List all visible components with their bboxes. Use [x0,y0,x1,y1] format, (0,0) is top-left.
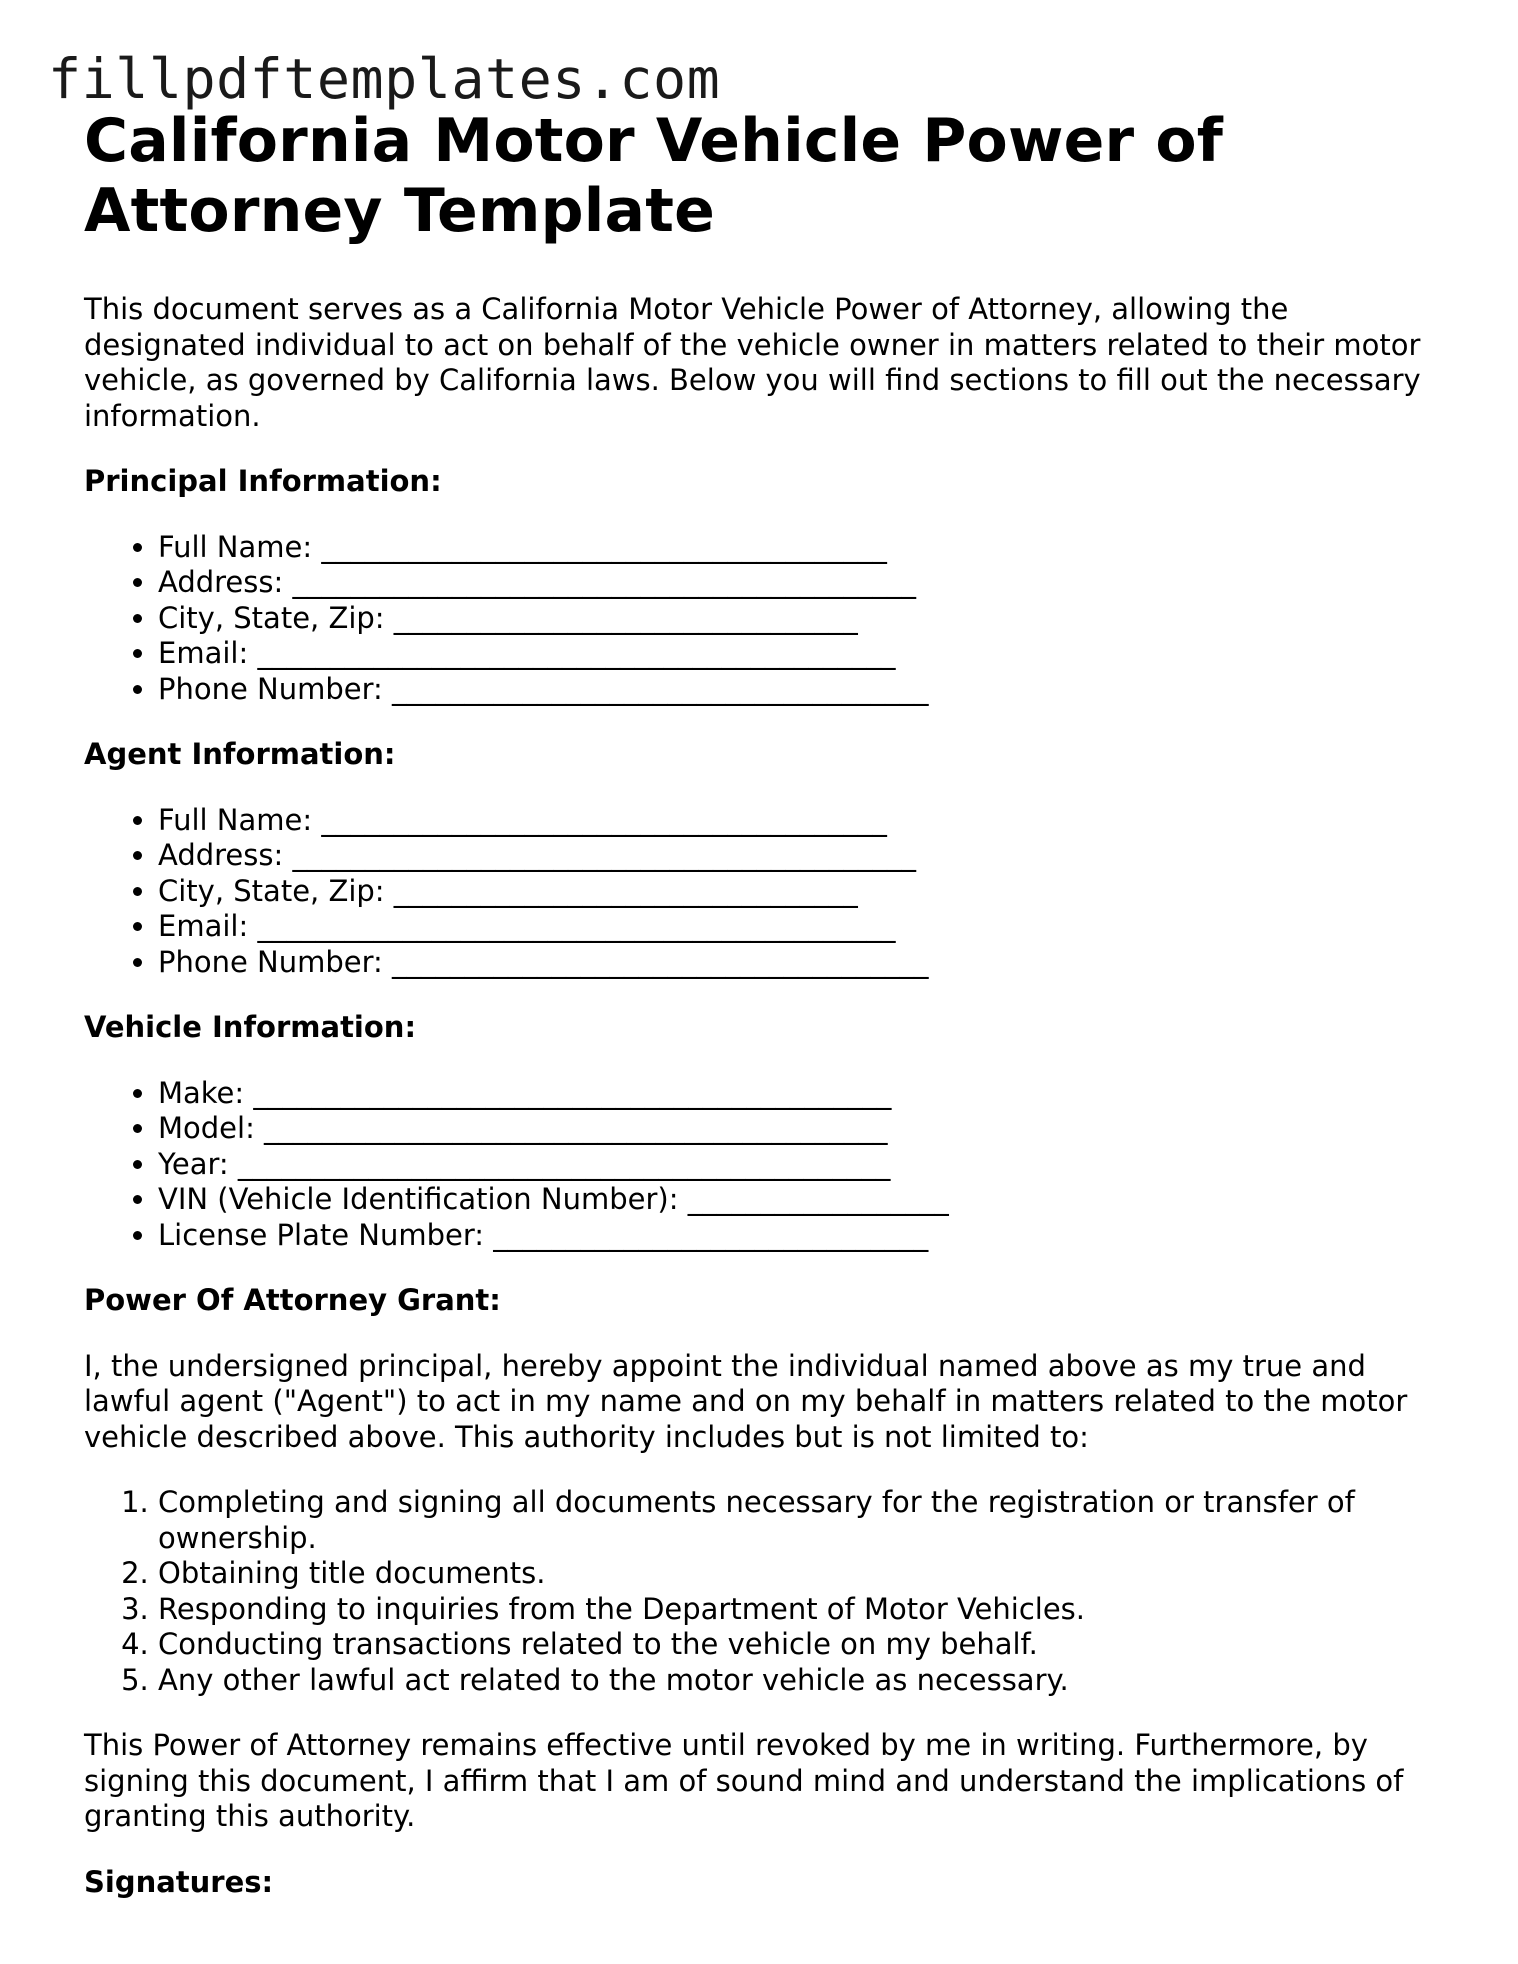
watermark: fillpdftemplates.com [48,47,721,111]
grant-heading: Power Of Attorney Grant: [84,1283,501,1317]
principal-fields [84,530,1444,708]
principal-address-field: • Address: ___________________________________________ [158,565,1444,601]
agent-address-field: • Address: ___________________________________________ [158,838,1444,874]
grant-authority-list [84,1485,1444,1698]
grant-item: 3. Responding to inquiries from the Department of Motor Vehicles. [158,1592,1404,1628]
principal-full-name-field: • Full Name: _______________________________________ [158,530,1444,566]
principal-city-state-zip-field: • City, State, Zip: ________________________________ [158,601,1444,637]
principal-heading: Principal Information: [84,464,442,498]
grant-item: 1. Completing and signing all documents necessary for the registration or transfer of ownership. [158,1485,1404,1556]
grant-item: 4. Conducting transactions related to the vehicle on my behalf. [158,1627,1404,1663]
closing-paragraph: This Power of Attorney remains effective until revoked by me in writing. Furthermore, by signing this document, I affirm that I am of sound mind and understand the implications of granting this authority. [84,1728,1404,1833]
agent-city-state-zip-field: • City, State, Zip: ________________________________ [158,874,1444,910]
grant-item: 2. Obtaining title documents. [158,1556,1404,1592]
grant-paragraph: I, the undersigned principal, hereby appoint the individual named above as my true and lawful agent ("Agent") to act in my name and on my behalf in matters related to the motor vehicle described above. This authority includes but is not limited to: [84,1348,1408,1454]
vehicle-vin-field: • VIN (Vehicle Identification Number): __________________ [158,1182,1444,1218]
agent-fields [84,803,1444,981]
page-title: California Motor Vehicle Power of Attorney Template [84,106,1224,246]
vehicle-model-field: • Model: ___________________________________________ [158,1111,1444,1147]
document [84,106,1444,1900]
agent-heading: Agent Information: [84,737,396,771]
vehicle-year-field: • Year: _____________________________________________ [158,1147,1444,1183]
principal-email-field: • Email: ____________________________________________ [158,636,1444,672]
signatures-heading: Signatures: [84,1864,274,1899]
vehicle-fields [84,1076,1444,1254]
vehicle-make-field: • Make: ____________________________________________ [158,1076,1444,1112]
agent-email-field: • Email: ____________________________________________ [158,909,1444,945]
agent-full-name-field: • Full Name: _______________________________________ [158,803,1444,839]
principal-phone-field: • Phone Number: _____________________________________ [158,672,1444,708]
intro-paragraph: This document serves as a California Motor Vehicle Power of Attorney, allowing the designated individual to act on behalf of the vehicle owner in matters related to their motor vehicle, as governed by California laws. Below you will find sections to fill out the necessary information. [84,292,1421,433]
vehicle-heading: Vehicle Information: [84,1010,417,1044]
vehicle-license-plate-field: • License Plate Number: ______________________________ [158,1218,1444,1254]
grant-item: 5. Any other lawful act related to the motor vehicle as necessary. [158,1663,1404,1699]
agent-phone-field: • Phone Number: _____________________________________ [158,945,1444,981]
